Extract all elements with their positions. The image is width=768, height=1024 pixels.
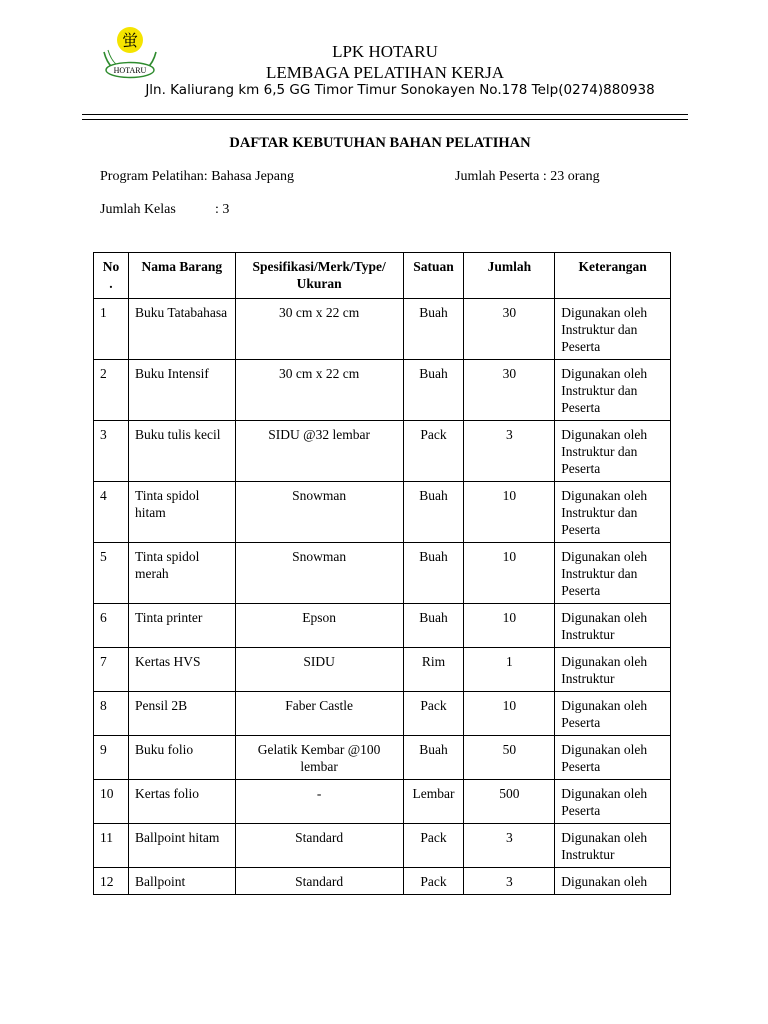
cell-satuan: Lembar <box>403 780 464 824</box>
cell-satuan: Pack <box>403 824 464 868</box>
cell-nama: Buku folio <box>128 736 235 780</box>
cell-spec: SIDU <box>235 648 403 692</box>
table-row <box>94 299 671 360</box>
cell-nama: Pensil 2B <box>128 692 235 736</box>
cell-jumlah: 30 <box>464 360 555 421</box>
cell-nama: Tinta spidol merah <box>128 543 235 604</box>
cell-satuan: Buah <box>403 482 464 543</box>
header-jumlah: Jumlah <box>464 253 555 299</box>
svg-text:蛍: 蛍 <box>121 31 139 50</box>
cell-spec: Standard <box>235 868 403 895</box>
cell-spec: Standard <box>235 824 403 868</box>
cell-satuan: Buah <box>403 604 464 648</box>
cell-spec: - <box>235 780 403 824</box>
cell-jumlah: 500 <box>464 780 555 824</box>
cell-keterangan: Digunakan oleh Peserta <box>555 736 671 780</box>
cell-spec: Faber Castle <box>235 692 403 736</box>
header-satuan: Satuan <box>403 253 464 299</box>
table-row <box>94 648 671 692</box>
cell-nama: Kertas folio <box>128 780 235 824</box>
cell-spec: 30 cm x 22 cm <box>235 360 403 421</box>
cell-nama: Buku Intensif <box>128 360 235 421</box>
hotaru-logo <box>100 22 160 86</box>
cell-jumlah: 10 <box>464 543 555 604</box>
table-row <box>94 824 671 868</box>
cell-jumlah: 30 <box>464 299 555 360</box>
cell-nama: Ballpoint <box>128 868 235 895</box>
header-spec: Spesifikasi/Merk/Type/ Ukuran <box>235 253 403 299</box>
cell-satuan: Buah <box>403 299 464 360</box>
cell-keterangan: Digunakan oleh Peserta <box>555 780 671 824</box>
cell-no: 8 <box>94 692 129 736</box>
header-keterangan: Keterangan <box>555 253 671 299</box>
cell-nama: Buku Tatabahasa <box>128 299 235 360</box>
cell-satuan: Buah <box>403 543 464 604</box>
cell-no: 6 <box>94 604 129 648</box>
cell-keterangan: Digunakan oleh Instruktur <box>555 648 671 692</box>
cell-jumlah: 10 <box>464 692 555 736</box>
table-row <box>94 692 671 736</box>
cell-spec: SIDU @32 lembar <box>235 421 403 482</box>
cell-keterangan: Digunakan oleh Instruktur dan Peserta <box>555 360 671 421</box>
table-header-row <box>94 253 671 299</box>
table-row <box>94 421 671 482</box>
table-row <box>94 482 671 543</box>
cell-jumlah: 3 <box>464 868 555 895</box>
cell-nama: Buku tulis kecil <box>128 421 235 482</box>
kelas-value: : 3 <box>215 202 230 217</box>
cell-satuan: Pack <box>403 692 464 736</box>
table-row <box>94 780 671 824</box>
cell-jumlah: 10 <box>464 604 555 648</box>
table-row <box>94 360 671 421</box>
cell-keterangan: Digunakan oleh <box>555 868 671 895</box>
cell-jumlah: 1 <box>464 648 555 692</box>
header-rule-thick <box>82 114 688 115</box>
cell-keterangan: Digunakan oleh Instruktur dan Peserta <box>555 543 671 604</box>
cell-no: 9 <box>94 736 129 780</box>
org-name: LPK HOTARU <box>332 42 438 61</box>
cell-jumlah: 3 <box>464 421 555 482</box>
cell-no: 4 <box>94 482 129 543</box>
cell-satuan: Rim <box>403 648 464 692</box>
cell-spec: Snowman <box>235 543 403 604</box>
cell-keterangan: Digunakan oleh Peserta <box>555 692 671 736</box>
cell-no: 11 <box>94 824 129 868</box>
document-title: DAFTAR KEBUTUHAN BAHAN PELATIHAN <box>229 135 531 151</box>
table-row <box>94 543 671 604</box>
cell-keterangan: Digunakan oleh Instruktur <box>555 604 671 648</box>
cell-spec: 30 cm x 22 cm <box>235 299 403 360</box>
cell-keterangan: Digunakan oleh Instruktur dan Peserta <box>555 421 671 482</box>
cell-spec: Epson <box>235 604 403 648</box>
cell-satuan: Buah <box>403 736 464 780</box>
header-nama: Nama Barang <box>128 253 235 299</box>
org-full-name: LEMBAGA PELATIHAN KERJA <box>266 63 504 82</box>
cell-no: 2 <box>94 360 129 421</box>
materials-table <box>93 252 671 895</box>
cell-nama: Ballpoint hitam <box>128 824 235 868</box>
cell-no: 10 <box>94 780 129 824</box>
cell-no: 5 <box>94 543 129 604</box>
cell-satuan: Pack <box>403 868 464 895</box>
program-label: Program Pelatihan: Bahasa Jepang <box>100 169 295 184</box>
peserta-label: Jumlah Peserta : 23 orang <box>455 169 600 184</box>
cell-keterangan: Digunakan oleh Instruktur dan Peserta <box>555 482 671 543</box>
cell-keterangan: Digunakan oleh Instruktur dan Peserta <box>555 299 671 360</box>
cell-keterangan: Digunakan oleh Instruktur <box>555 824 671 868</box>
org-address: Jln. Kaliurang km 6,5 GG Timor Timur Sonokayen No.178 Telp(0274)880938 <box>145 82 655 98</box>
svg-text:HOTARU: HOTARU <box>113 66 147 75</box>
cell-spec: Snowman <box>235 482 403 543</box>
cell-jumlah: 3 <box>464 824 555 868</box>
cell-no: 7 <box>94 648 129 692</box>
cell-nama: Tinta spidol hitam <box>128 482 235 543</box>
table-row <box>94 604 671 648</box>
cell-jumlah: 50 <box>464 736 555 780</box>
cell-no: 12 <box>94 868 129 895</box>
cell-satuan: Buah <box>403 360 464 421</box>
cell-spec: Gelatik Kembar @100 lembar <box>235 736 403 780</box>
header-rule-thin <box>82 119 688 120</box>
cell-nama: Kertas HVS <box>128 648 235 692</box>
cell-jumlah: 10 <box>464 482 555 543</box>
cell-no: 1 <box>94 299 129 360</box>
header-no: No . <box>94 253 129 299</box>
kelas-label: Jumlah Kelas <box>100 202 176 217</box>
table-row <box>94 736 671 780</box>
table-row <box>94 868 671 895</box>
cell-nama: Tinta printer <box>128 604 235 648</box>
cell-satuan: Pack <box>403 421 464 482</box>
cell-no: 3 <box>94 421 129 482</box>
